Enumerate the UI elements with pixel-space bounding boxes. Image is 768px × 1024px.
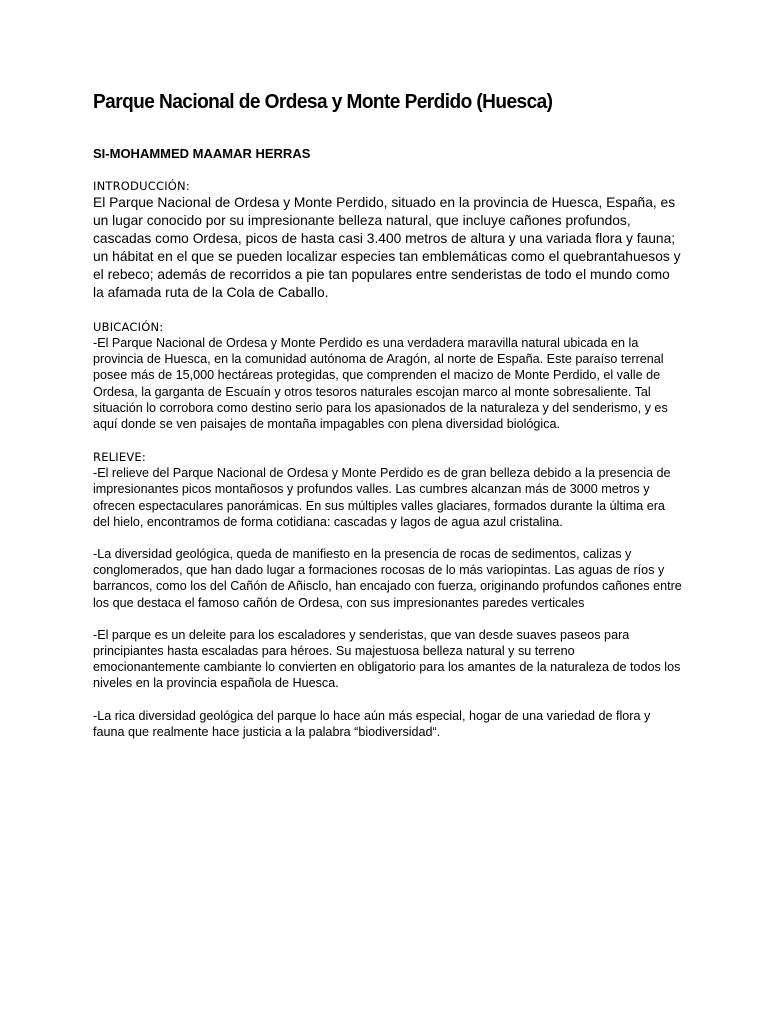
introduccion-paragraph: El Parque Nacional de Ordesa y Monte Perdido, situado en la provincia de Huesca, España, es un lugar conocido por su impresionante belleza natural, que incluye cañones profundos, cascadas como Ordesa, picos de hasta casi 3.400 metros de altura y una variada flora y fauna; un hábitat en el que se pueden localizar especies tan emblemáticas como el quebrantahuesos y el rebeco; además de recorridos a pie tan populares entre senderistas de todo el mundo como la afamada ruta de la Cola de Caballo.: [93, 195, 681, 300]
section-heading-introduccion: INTRODUCCIÓN:: [93, 179, 190, 193]
section-heading-relieve: RELIEVE:: [93, 450, 146, 465]
relieve-paragraph-2: -La diversidad geológica, queda de manifiesto en la presencia de rocas de sedimentos, calizas y conglomerados, que han dado lugar a formaciones rocosas de lo más variopintas. Las aguas de ríos y barrancos, como los del Cañón de Añisclo, han encajado con fuerza, originando profundos cañones entre los que destaca el famoso cañón de Ordesa, con sus impresionantes paredes verticales: [93, 547, 682, 610]
document-title: Parque Nacional de Ordesa y Monte Perdido (Huesca): [93, 90, 553, 113]
document-page: [93, 88, 683, 740]
relieve-paragraph-1: -El relieve del Parque Nacional de Ordesa y Monte Perdido es de gran belleza debido a la presencia de impresionantes picos montañosos y profundos valles. Las cumbres alcanzan más de 3000 metros y ofrecen espectaculares panorámicas. En sus múltiples valles glaciares, formados durante la última era del hielo, encontramos de forma cotidiana: cascadas y lagos de agua azul cristalina.: [93, 466, 671, 529]
section-heading-ubicacion: UBICACIÓN:: [93, 320, 164, 334]
relieve-paragraph-3: -El parque es un deleite para los escaladores y senderistas, que van desde suaves paseos para principiantes hasta escaladas para héroes. Su majestuosa belleza natural y su terreno emocionantemente cambiante lo convierten en obligatorio para los amantes de la naturaleza de todos los niveles en la provincia española de Huesca.: [93, 627, 681, 691]
ubicacion-paragraph: -El Parque Nacional de Ordesa y Monte Perdido es una verdadera maravilla natural ubicada en la provincia de Huesca, en la comunidad autónoma de Aragón, al norte de España. Este paraíso terrenal posee más de 15,000 hectáreas protegidas, que comprenden el macizo de Monte Perdido, el valle de Ordesa, la garganta de Escuaín y otros tesoros naturales escojan marco al monte sobresaliente. Tal situación lo corrobora como destino serio para los apasionados de la naturaleza y del senderismo, y es aquí donde se ven paisajes de montaña impagables con plena diversidad biológica.: [93, 336, 668, 432]
author-name: SI-MOHAMMED MAAMAR HERRAS: [93, 146, 311, 161]
relieve-paragraph-4: -La rica diversidad geológica del parque lo hace aún más especial, hogar de una variedad de flora y fauna que realmente hace justicia a la palabra “biodiversidad“.: [93, 708, 651, 739]
